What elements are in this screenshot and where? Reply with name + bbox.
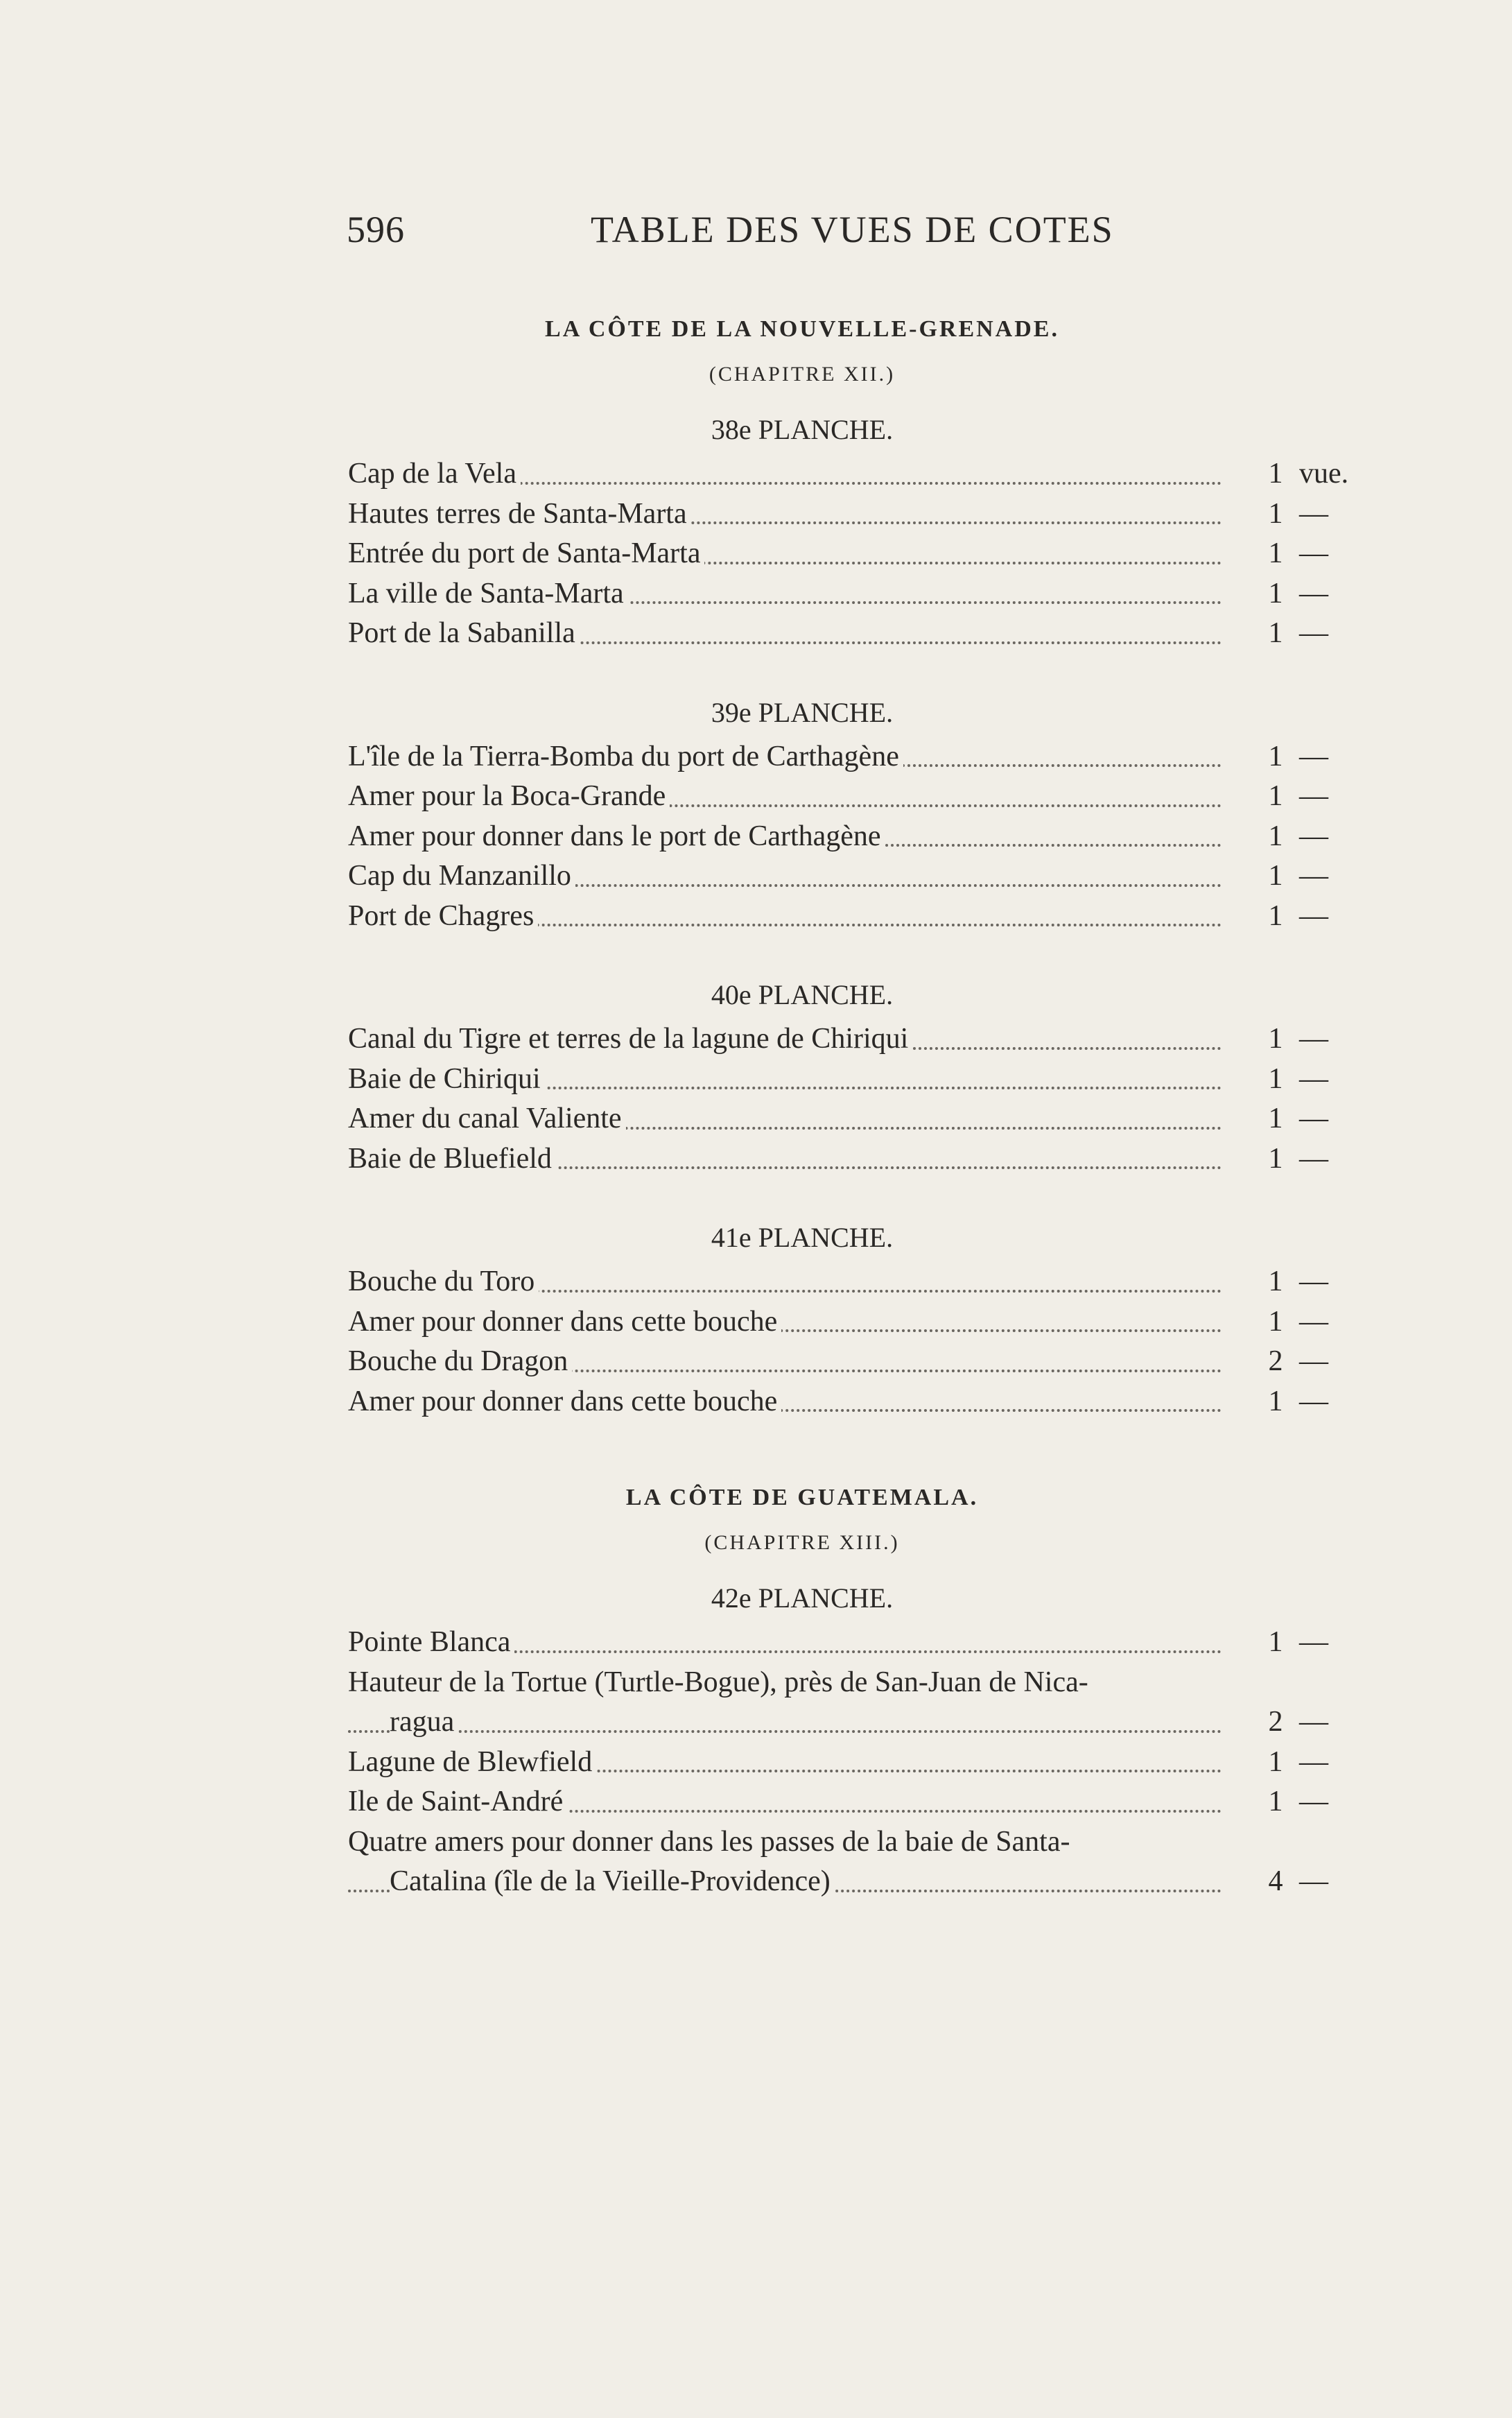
entry-unit: —	[1299, 1706, 1328, 1738]
table-entry	[348, 1019, 1360, 1060]
entry-unit: —	[1299, 1865, 1328, 1897]
entry-unit: —	[1299, 1786, 1328, 1817]
chapter-label: (CHAPITRE XII.)	[709, 363, 896, 386]
table-entry	[348, 1382, 1360, 1422]
entry-unit: —	[1299, 1023, 1328, 1055]
table-entry	[348, 1663, 1360, 1703]
entry-label: Cap du Manzanillo	[348, 860, 575, 892]
entry-count: 1	[1268, 899, 1283, 932]
entry-unit: —	[1299, 1142, 1328, 1175]
table-entry	[348, 1060, 1360, 1100]
table-entry	[348, 1139, 1360, 1180]
entry-count: 1	[1268, 497, 1283, 530]
entry-count: 1	[1268, 1266, 1283, 1297]
entry-label-continuation: Catalina (île de la Vieille-Providence)	[390, 1865, 835, 1897]
entry-count: 1	[1268, 780, 1283, 812]
entry-count: 1	[1268, 1023, 1283, 1055]
table-entry	[348, 574, 1360, 614]
entry-label: Amer du canal Valiente	[348, 1103, 626, 1134]
table-entry	[348, 1623, 1360, 1663]
plate-title: 40e PLANCHE.	[711, 979, 894, 1010]
entry-label: L'île de la Tierra-Bomba du port de Carthagène	[348, 741, 903, 772]
table-entry	[348, 454, 1360, 494]
entry-count: 1	[1268, 1103, 1283, 1134]
entry-label: Cap de la Vela	[348, 458, 521, 490]
plate-title: 39e PLANCHE.	[711, 696, 894, 728]
table-entry	[348, 856, 1360, 897]
entry-count: 1	[1268, 1626, 1283, 1658]
entry-label: Port de Chagres	[348, 900, 538, 932]
entry-label: La ville de Santa-Marta	[348, 578, 628, 610]
entry-count: 2	[1268, 1706, 1283, 1738]
section-title: LA CÔTE DE LA NOUVELLE-GRENADE.	[545, 316, 1059, 342]
entry-label: Amer pour donner dans cette bouche	[348, 1306, 781, 1338]
entry-count: 1	[1268, 617, 1283, 649]
entry-label: Ile de Saint-André	[348, 1786, 567, 1817]
entry-label: Port de la Sabanilla	[348, 617, 580, 649]
table-entry	[348, 1302, 1360, 1342]
entry-count: 1	[1268, 577, 1283, 610]
entry-count: 4	[1268, 1865, 1283, 1897]
table-entry	[348, 1099, 1360, 1139]
entry-unit: —	[1299, 537, 1328, 569]
table-entry	[348, 897, 1360, 937]
table-content	[348, 309, 1360, 1902]
page-number: 596	[347, 209, 405, 250]
entry-unit: —	[1299, 577, 1328, 610]
entry-count: 1	[1268, 1385, 1283, 1417]
running-title: TABLE DES VUES DE COTES	[591, 209, 1114, 250]
table-entry	[348, 1743, 1360, 1783]
entry-count: 1	[1268, 740, 1283, 772]
entry-label: Hauteur de la Tortue (Turtle-Bogue), près de San-Juan de Nica-	[348, 1666, 1093, 1698]
entry-unit: —	[1299, 820, 1328, 852]
entry-label: Hautes terres de Santa-Marta	[348, 498, 691, 530]
table-entry	[348, 614, 1360, 654]
entry-count: 1	[1268, 458, 1283, 490]
table-entry	[348, 1342, 1360, 1382]
entry-label: Bouche du Toro	[348, 1266, 539, 1297]
entry-unit: —	[1299, 1266, 1328, 1297]
entry-label: Amer pour donner dans cette bouche	[348, 1385, 781, 1417]
entry-label: Canal du Tigre et terres de la lagune de Chiriqui	[348, 1023, 912, 1055]
table-entry	[348, 534, 1360, 574]
table-entry	[348, 737, 1360, 777]
entry-label: Quatre amers pour donner dans les passes de la baie de Santa-	[348, 1826, 1074, 1858]
entry-unit: —	[1299, 899, 1328, 932]
entry-unit: vue.	[1299, 458, 1349, 490]
table-entry	[348, 1262, 1360, 1302]
entry-unit: —	[1299, 1062, 1328, 1095]
entry-label-continuation: ragua	[390, 1706, 458, 1738]
table-entry-continuation	[348, 1702, 1360, 1743]
entry-unit: —	[1299, 740, 1328, 772]
plate-title: 41e PLANCHE.	[711, 1222, 894, 1253]
chapter-label: (CHAPITRE XIII.)	[704, 1531, 900, 1554]
table-entry	[348, 1822, 1360, 1863]
table-entry	[348, 817, 1360, 857]
entry-label: Bouche du Dragon	[348, 1345, 572, 1377]
entry-count: 1	[1268, 1745, 1283, 1778]
plate-title: 38e PLANCHE.	[711, 414, 894, 445]
entry-count: 1	[1268, 1305, 1283, 1338]
entry-unit: —	[1299, 497, 1328, 530]
entry-label: Baie de Chiriqui	[348, 1063, 545, 1095]
entry-unit: —	[1299, 780, 1328, 812]
entry-unit: —	[1299, 1345, 1328, 1377]
entry-label: Amer pour donner dans le port de Carthagène	[348, 820, 885, 852]
entry-count: 1	[1268, 537, 1283, 569]
entry-unit: —	[1299, 1745, 1328, 1778]
entry-label: Lagune de Blewfield	[348, 1746, 596, 1778]
entry-label: Amer pour la Boca-Grande	[348, 780, 670, 812]
entry-label: Entrée du port de Santa-Marta	[348, 537, 704, 569]
plate-title: 42e PLANCHE.	[711, 1582, 894, 1614]
entry-count: 1	[1268, 1142, 1283, 1175]
entry-count: 1	[1268, 1786, 1283, 1817]
entry-label: Pointe Blanca	[348, 1626, 514, 1658]
entry-unit: —	[1299, 1626, 1328, 1658]
dot-leader	[348, 1730, 1222, 1733]
section-title: LA CÔTE DE GUATEMALA.	[625, 1485, 979, 1510]
table-entry	[348, 777, 1360, 817]
table-entry	[348, 494, 1360, 535]
entry-unit: —	[1299, 1103, 1328, 1134]
entry-count: 1	[1268, 1062, 1283, 1095]
entry-unit: —	[1299, 1305, 1328, 1338]
table-entry-continuation	[348, 1862, 1360, 1902]
entry-label: Baie de Bluefield	[348, 1143, 556, 1175]
table-entry	[348, 1782, 1360, 1822]
entry-unit: —	[1299, 617, 1328, 649]
entry-count: 1	[1268, 820, 1283, 852]
entry-count: 1	[1268, 860, 1283, 892]
entry-count: 2	[1268, 1345, 1283, 1377]
entry-unit: —	[1299, 1385, 1328, 1417]
entry-unit: —	[1299, 860, 1328, 892]
